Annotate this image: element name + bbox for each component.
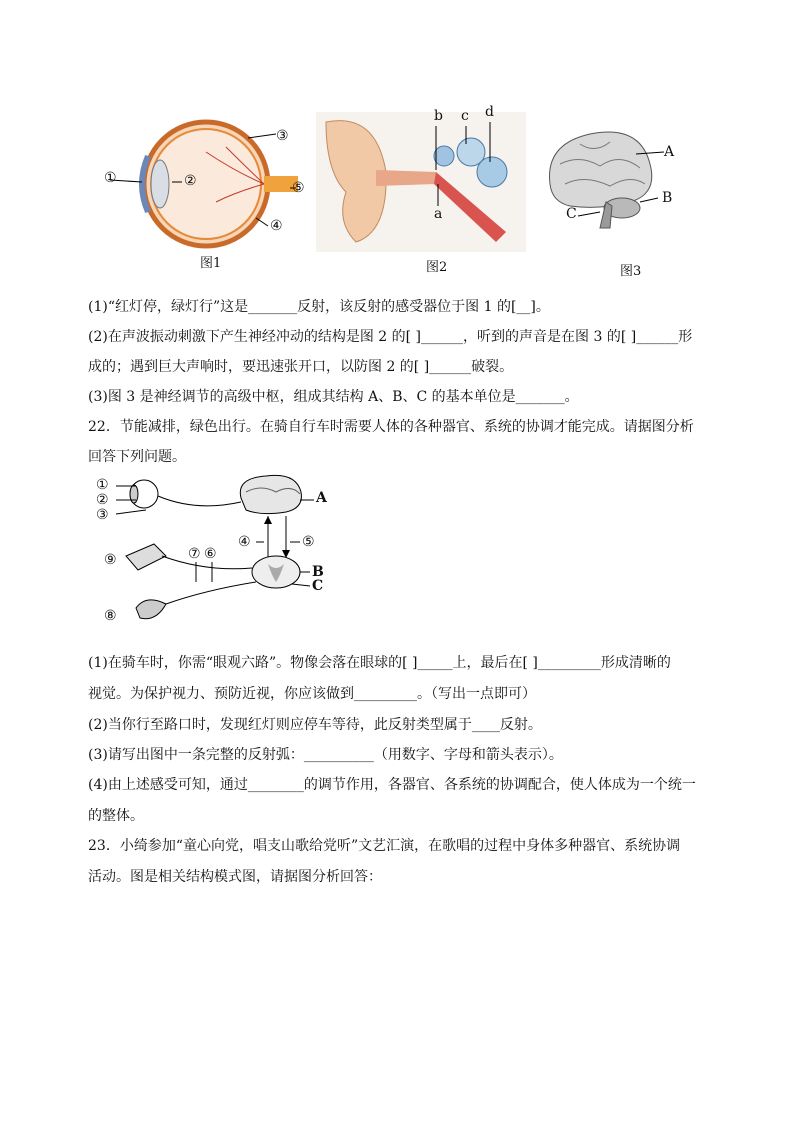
fig22-label-4: ④ <box>238 534 251 550</box>
q21-part2-line1: (2)在声波振动刺激下产生神经冲动的结构是图 2 的[ ]______，听到的声音是在图 3 的[ ]______形 <box>88 329 693 345</box>
fig3-label-C: C <box>566 206 577 222</box>
q22-part1-line1: (1)在骑车时，你需“眼观六路”。物像会落在眼球的[ ]_____上，最后在[ ]_________形成清晰的 <box>88 655 671 671</box>
q22-part1-line2: 视觉。为保护视力、预防近视，你应该做到_________。（写出一点即可） <box>88 686 536 702</box>
q21-part3: (3)图 3 是神经调节的高级中枢，组成其结构 A、B、C 的基本单位是_______。 <box>88 389 579 405</box>
fig3-caption: 图3 <box>620 264 642 279</box>
fig1-label-1: ① <box>104 170 117 186</box>
fig3-label-A: A <box>664 144 675 160</box>
figure-22-reflex-diagram <box>96 472 346 632</box>
fig22-label-7: ⑦ <box>188 546 201 562</box>
figure-3-brain-diagram <box>540 124 680 234</box>
fig2-label-c: c <box>461 108 469 124</box>
fig22-label-1: ① <box>96 477 109 493</box>
fig2-label-a: a <box>434 206 443 222</box>
fig1-caption: 图1 <box>200 256 222 271</box>
q22-part4-line1: (4)由上述感受可知，通过________的调节作用，各器官、各系统的协调配合，使人体成为一个统一 <box>88 777 696 793</box>
fig2-label-b: b <box>434 108 443 124</box>
fig22-label-9: ⑨ <box>104 552 117 568</box>
fig22-label-8: ⑧ <box>104 608 117 624</box>
q21-part2-line2: 成的；遇到巨大声响时，要迅速张开口，以防图 2 的[ ]______破裂。 <box>88 359 514 375</box>
q23-intro-line1: 23．小绮参加“童心向党，唱支山歌给党听”文艺汇演，在歌唱的过程中身体多种器官、系统协调 <box>88 838 681 854</box>
q22-part3: (3)请写出图中一条完整的反射弧：__________（用数字、字母和箭头表示）。 <box>88 747 563 763</box>
q21-part1: (1)“红灯停，绿灯行”这是_______反射，该反射的感受器位于图 1 的[__]。 <box>88 299 550 315</box>
q22-intro-line2: 回答下列问题。 <box>88 449 186 465</box>
fig1-label-5: ⑤ <box>292 180 305 196</box>
q22-part2: (2)当你行至路口时，发现红灯则应停车等待，此反射类型属于____反射。 <box>88 717 542 733</box>
fig1-label-3: ③ <box>276 128 289 144</box>
figure-2-ear-diagram <box>316 112 526 252</box>
fig3-label-B: B <box>662 190 673 206</box>
q23-intro-line2: 活动。图是相关结构模式图，请据图分析回答： <box>88 869 382 885</box>
fig1-label-2: ② <box>184 173 197 189</box>
fig22-label-2: ② <box>96 492 109 508</box>
q22-intro-line1: 22．节能减排，绿色出行。在骑自行车时需要人体的各种器官、系统的协调才能完成。请据图分析 <box>88 419 694 435</box>
fig22-label-A: A <box>316 490 327 506</box>
fig22-label-5: ⑤ <box>302 534 315 550</box>
fig22-label-B: B <box>312 564 324 580</box>
fig22-label-6: ⑥ <box>204 546 217 562</box>
q22-part4-line2: 的整体。 <box>88 808 144 824</box>
fig2-caption: 图2 <box>426 260 448 275</box>
fig22-label-3: ③ <box>96 507 109 523</box>
fig1-label-4: ④ <box>270 218 283 234</box>
fig2-label-d: d <box>485 104 494 120</box>
fig22-label-C: C <box>312 578 324 594</box>
